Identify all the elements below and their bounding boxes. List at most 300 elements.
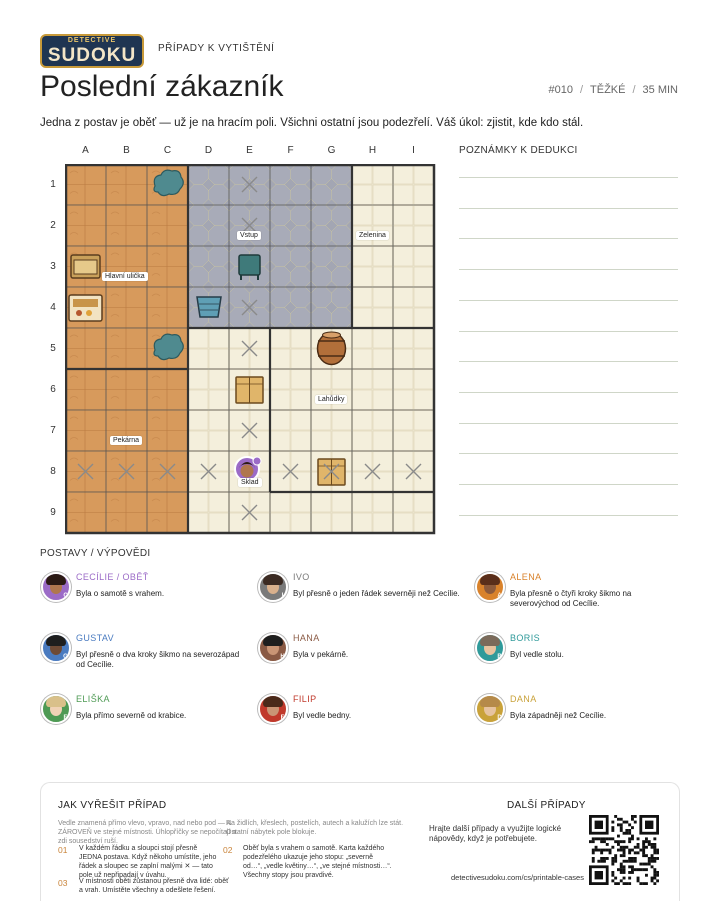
note-line[interactable] (459, 300, 678, 301)
qr-module (637, 868, 640, 871)
qr-module (645, 840, 648, 843)
avatar (475, 572, 505, 602)
qr-module (623, 840, 626, 843)
shelf-icon (71, 255, 100, 278)
qr-module (628, 832, 631, 835)
suspect-letter-badge: F (278, 714, 287, 723)
suspect-card[interactable] (258, 694, 468, 750)
qr-module (645, 882, 648, 885)
note-line[interactable] (459, 515, 678, 516)
suspect-letter-badge: A (495, 592, 504, 601)
room-label-zelenina: Zelenina (356, 231, 389, 240)
qr-module (628, 823, 631, 826)
qr-module (648, 843, 651, 846)
column-label: E (246, 145, 253, 156)
qr-module (620, 868, 623, 871)
qr-module (628, 865, 631, 868)
qr-module (642, 840, 645, 843)
avatar-hair (263, 635, 283, 646)
qr-module (656, 874, 659, 877)
qr-module (642, 849, 645, 852)
row-label: 1 (50, 178, 56, 190)
qr-module (623, 821, 626, 824)
qr-module (611, 829, 614, 832)
qr-module (628, 849, 631, 852)
qr-module (628, 840, 631, 843)
step-3-number: 03 (58, 878, 68, 888)
qr-module (603, 857, 606, 860)
qr-module (631, 857, 634, 860)
suspect-statement: Byl přesně o jeden řádek severněji než Cecílie. (293, 589, 460, 598)
row-label: 4 (50, 301, 56, 313)
qr-module (603, 837, 606, 840)
qr-module (623, 882, 626, 885)
suspect-letter-badge: C (61, 592, 70, 601)
qr-module (625, 860, 628, 863)
qr-module (653, 871, 656, 874)
qr-module (623, 868, 626, 871)
box-icon (236, 377, 263, 403)
qr-module (617, 843, 620, 846)
note-line[interactable] (459, 331, 678, 332)
qr-module (653, 874, 656, 877)
qr-module (631, 835, 634, 838)
avatar (41, 633, 71, 663)
column-label: H (368, 145, 377, 156)
qr-module (642, 843, 645, 846)
qr-module (651, 857, 654, 860)
qr-module (620, 826, 623, 829)
suspect-card[interactable] (475, 633, 685, 689)
qr-module (614, 840, 617, 843)
note-line[interactable] (459, 269, 678, 270)
qr-module (653, 837, 656, 840)
qr-module (642, 863, 645, 866)
avatar (258, 633, 288, 663)
row-label: 9 (50, 506, 56, 518)
case-difficulty: TĚŽKÉ (590, 84, 626, 96)
more-cases-title: DALŠÍ PŘÍPADY (507, 800, 586, 811)
qr-module (611, 837, 614, 840)
step-3-text: V místnosti oběti zůstanou přesně dva lidé: oběť a vrah. Umístěte všechny a odešlete řešení. (79, 878, 229, 894)
qr-module (628, 851, 631, 854)
suspect-statement: Byl vedle bedny. (293, 711, 352, 720)
qr-module (648, 863, 651, 866)
qr-module (653, 843, 656, 846)
qr-module (623, 865, 626, 868)
room-label-hlavni-ulicka: Hlavní ulička (102, 272, 148, 281)
rule-note: Na židlích, křeslech, postelích, autech a kalužích lze stát. Ostatní nábytek pole blokuje. (226, 820, 404, 836)
qr-module (642, 868, 645, 871)
qr-module (628, 860, 631, 863)
qr-module (656, 849, 659, 852)
footer-panel (40, 782, 680, 901)
qr-module (642, 854, 645, 857)
suspect-statement: Byla přímo severně od krabice. (76, 711, 187, 720)
qr-module (637, 879, 640, 882)
qr-module (631, 837, 634, 840)
qr-module (617, 823, 620, 826)
suspect-letter-badge: E (61, 714, 70, 723)
suspect-name: FILIP (293, 694, 317, 704)
qr-module (603, 849, 606, 852)
qr-module (639, 882, 642, 885)
row-label: 3 (50, 260, 56, 272)
qr-module (637, 877, 640, 880)
qr-module (595, 849, 598, 852)
qr-module (614, 854, 617, 857)
step-1-text: V každém řádku a sloupci stojí přesně JEDNA postava. Když někoho umístíte, jeho řádek a sloupec se zaplní malými ✕ — tato pole už nepřipadají v úvahu. (79, 845, 217, 879)
qr-module (628, 829, 631, 832)
qr-module (656, 857, 659, 860)
qr-module (614, 877, 617, 880)
qr-module (651, 854, 654, 857)
qr-module (620, 854, 623, 857)
qr-module (597, 837, 600, 840)
how-to-title: JAK VYŘEŠIT PŘÍPAD (58, 800, 167, 811)
room-label-lahudky: Lahůdky (315, 395, 347, 404)
qr-module (623, 832, 626, 835)
column-label: G (327, 145, 336, 156)
qr-module (634, 846, 637, 849)
qr-module (623, 846, 626, 849)
notes-title: POZNÁMKY K DEDUKCI (459, 145, 578, 156)
suspect-statement: Byla v pekárně. (293, 650, 349, 659)
qr-module (651, 877, 654, 880)
qr-module (651, 843, 654, 846)
qr-module (634, 821, 637, 824)
qr-module (651, 879, 654, 882)
more-cases-text: Hrajte další případy a využijte logické nápovědy, když je potřebujete. (429, 824, 562, 843)
counter-icon (69, 295, 102, 321)
qr-module (623, 860, 626, 863)
qr-module (625, 829, 628, 832)
qr-module (614, 882, 617, 885)
qr-module (617, 840, 620, 843)
qr-module (625, 846, 628, 849)
suspect-card[interactable] (258, 633, 468, 689)
qr-module (656, 851, 659, 854)
qr-module (631, 860, 634, 863)
suspect-letter-badge: I (278, 592, 287, 601)
suspect-card[interactable] (475, 694, 685, 750)
qr-module (653, 860, 656, 863)
suspect-card[interactable] (41, 633, 251, 689)
qr-module (611, 846, 614, 849)
qr-module (617, 835, 620, 838)
qr-module (592, 840, 595, 843)
column-label: A (82, 145, 89, 156)
avatar-hair (46, 635, 66, 646)
column-label: C (163, 145, 172, 156)
qr-module (614, 857, 617, 860)
suspects-section-title: POSTAVY / VÝPOVĚDI (40, 548, 151, 559)
row-label: 6 (50, 383, 56, 395)
qr-module (625, 882, 628, 885)
qr-module (623, 871, 626, 874)
qr-module (653, 851, 656, 854)
column-label: B (123, 145, 130, 156)
qr-module (600, 851, 603, 854)
qr-module (634, 868, 637, 871)
page-kicker: PŘÍPADY K VYTIŠTĚNÍ (158, 43, 275, 54)
qr-module (642, 846, 645, 849)
suspect-statement: Byl vedle stolu. (510, 650, 564, 659)
qr-module (592, 851, 595, 854)
note-line[interactable] (459, 453, 678, 454)
qr-module (611, 863, 614, 866)
qr-module (656, 871, 659, 874)
note-line[interactable] (459, 208, 678, 209)
qr-module (620, 865, 623, 868)
row-label: 8 (50, 465, 56, 477)
qr-module (631, 818, 634, 821)
qr-module (645, 846, 648, 849)
qr-module (628, 837, 631, 840)
qr-module (600, 840, 603, 843)
qr-module (645, 837, 648, 840)
suspect-letter-badge: B (495, 653, 504, 662)
qr-module (653, 877, 656, 880)
qr-module (617, 882, 620, 885)
qr-module (631, 868, 634, 871)
qr-module (637, 837, 640, 840)
qr-module (609, 851, 612, 854)
qr-module (620, 863, 623, 866)
case-duration: 35 MIN (642, 84, 678, 96)
suspect-letter-badge: D (495, 714, 504, 723)
avatar (258, 694, 288, 724)
qr-module (639, 849, 642, 852)
suspect-card[interactable] (475, 572, 685, 628)
qr-finder (595, 871, 603, 879)
note-line[interactable] (459, 423, 678, 424)
qr-module (631, 815, 634, 818)
note-line[interactable] (459, 177, 678, 178)
step-2-text: Oběť byla s vrahem o samotě. Karta každého podezřelého ukazuje jeho stopu: „severně od…“, „vedle květiny…“, „ve stejné místnosti…“. Všechny stopy jsou pravdivé. (243, 845, 392, 879)
qr-module (606, 857, 609, 860)
qr-module (623, 854, 626, 857)
qr-module (653, 868, 656, 871)
qr-module (651, 860, 654, 863)
qr-module (620, 818, 623, 821)
avatar (258, 572, 288, 602)
qr-finder (645, 821, 653, 829)
page-title: Poslední zákazník (40, 70, 284, 103)
qr-module (620, 849, 623, 852)
qr-module (639, 863, 642, 866)
qr-module (617, 849, 620, 852)
qr-module (600, 837, 603, 840)
qr-module (639, 868, 642, 871)
column-label: D (204, 145, 213, 156)
case-number: #010 (548, 84, 573, 96)
avatar (41, 572, 71, 602)
qr-module (589, 840, 592, 843)
qr-module (631, 865, 634, 868)
qr-module (620, 823, 623, 826)
avatar (475, 694, 505, 724)
qr-module (617, 868, 620, 871)
note-line[interactable] (459, 361, 678, 362)
qr-module (625, 832, 628, 835)
qr-module (611, 857, 614, 860)
row-label: 5 (50, 342, 56, 354)
suspect-letter-badge: H (278, 653, 287, 662)
qr-module (634, 815, 637, 818)
logo-main-text: SUDOKU (47, 45, 137, 66)
note-line[interactable] (459, 392, 678, 393)
row-label: 7 (50, 424, 56, 436)
avatar-hair (480, 635, 500, 646)
brand-logo[interactable] (40, 34, 144, 68)
suspect-statement: Byla přesně o čtyři kroky šikmo na severovýchod od Cecílie. (510, 589, 632, 608)
suspect-name: GUSTAV (76, 633, 115, 643)
qr-module (625, 821, 628, 824)
qr-module (600, 857, 603, 860)
qr-module (634, 851, 637, 854)
qr-module (623, 877, 626, 880)
qr-module (631, 871, 634, 874)
qr-module (603, 840, 606, 843)
case-meta: #010 / TĚŽKÉ / 35 MIN (548, 84, 678, 96)
avatar (41, 694, 71, 724)
qr-module (637, 843, 640, 846)
column-label: F (287, 145, 294, 156)
qr-module (609, 837, 612, 840)
suspect-card[interactable] (258, 572, 468, 628)
qr-module (600, 849, 603, 852)
qr-module (600, 860, 603, 863)
suspect-letter-badge: G (61, 653, 70, 662)
qr-finder (595, 821, 603, 829)
barrel-icon (318, 332, 346, 365)
qr-module (653, 846, 656, 849)
qr-module (642, 851, 645, 854)
qr-module (623, 849, 626, 852)
avatar-hair (263, 574, 283, 585)
qr-module (597, 849, 600, 852)
qr-module (617, 818, 620, 821)
qr-module (620, 871, 623, 874)
qr-module (637, 851, 640, 854)
qr-module (620, 829, 623, 832)
qr-module (609, 849, 612, 852)
qr-module (631, 826, 634, 829)
qr-module (628, 857, 631, 860)
room-label-sklad: Sklad (238, 478, 262, 487)
row-label: 2 (50, 219, 56, 231)
column-label: I (412, 145, 415, 156)
avatar-hair (480, 574, 500, 585)
qr-module (623, 851, 626, 854)
qr-module (611, 879, 614, 882)
qr-module (628, 882, 631, 885)
suspect-name: HANA (293, 633, 320, 643)
suspect-name: DANA (510, 694, 537, 704)
qr-module (653, 849, 656, 852)
qr-module (611, 860, 614, 863)
qr-module (592, 860, 595, 863)
suspect-name: ALENA (510, 572, 542, 582)
avatar-hair (263, 696, 283, 707)
room-label-vstup: Vstup (237, 231, 261, 240)
qr-module (606, 837, 609, 840)
qr-module (611, 826, 614, 829)
qr-module (592, 849, 595, 852)
qr-code[interactable] (589, 815, 659, 885)
qr-module (645, 854, 648, 857)
qr-module (592, 837, 595, 840)
logo-top-text: DETECTIVE (67, 37, 117, 44)
qr-module (620, 846, 623, 849)
qr-module (603, 860, 606, 863)
qr-module (634, 857, 637, 860)
qr-module (651, 846, 654, 849)
qr-module (645, 868, 648, 871)
note-line[interactable] (459, 238, 678, 239)
qr-module (595, 846, 598, 849)
suspect-statement: Byla o samotě s vrahem. (76, 589, 165, 598)
avatar-hair (480, 696, 500, 707)
qr-module (614, 860, 617, 863)
suspect-statement: Byla západněji než Cecílie. (510, 711, 607, 720)
qr-module (597, 860, 600, 863)
suspect-name: BORIS (510, 633, 541, 643)
qr-module (653, 882, 656, 885)
qr-module (648, 860, 651, 863)
step-1-number: 01 (58, 845, 68, 855)
avatar-hair (46, 574, 66, 585)
qr-module (645, 874, 648, 877)
qr-module (651, 865, 654, 868)
qr-module (606, 849, 609, 852)
qr-module (645, 863, 648, 866)
cart-icon (197, 297, 221, 317)
qr-module (648, 857, 651, 860)
case-intro: Jedna z postav je oběť — už je na hracím poli. Všichni ostatní jsou podezřelí. Váš úkol: zjistit, kde kdo stál. (40, 117, 584, 129)
suspect-card[interactable] (41, 694, 251, 750)
note-line[interactable] (459, 484, 678, 485)
suspect-card[interactable] (41, 572, 251, 628)
suspect-name: IVO (293, 572, 310, 582)
qr-module (592, 857, 595, 860)
suspect-name: ELIŠKA (76, 694, 110, 704)
qr-module (656, 879, 659, 882)
qr-module (595, 837, 598, 840)
qr-module (637, 846, 640, 849)
step-2-number: 02 (223, 845, 233, 855)
qr-module (620, 879, 623, 882)
qr-module (628, 871, 631, 874)
qr-module (611, 871, 614, 874)
qr-module (620, 840, 623, 843)
suspect-name: CECÍLIE / OBĚŤ (76, 572, 149, 582)
qr-module (611, 821, 614, 824)
qr-module (634, 860, 637, 863)
suspect-statement: Byl přesně o dva kroky šikmo na severozápad od Cecílie. (76, 650, 240, 669)
qr-module (628, 877, 631, 880)
how-to-intro: Vedle znamená přímo vlevo, vpravo, nad nebo pod — A ZÁROVEŇ ve stejné místnosti. Úhlopříčky se nepočítají a zdi sousedství ruší. (58, 820, 237, 845)
qr-module (631, 849, 634, 852)
qr-module (611, 874, 614, 877)
qr-module (642, 882, 645, 885)
qr-module (648, 840, 651, 843)
qr-module (614, 815, 617, 818)
qr-module (606, 843, 609, 846)
more-cases-link[interactable]: detectivesudoku.com/cs/printable-cases (451, 873, 584, 882)
avatar-hair (46, 696, 66, 707)
